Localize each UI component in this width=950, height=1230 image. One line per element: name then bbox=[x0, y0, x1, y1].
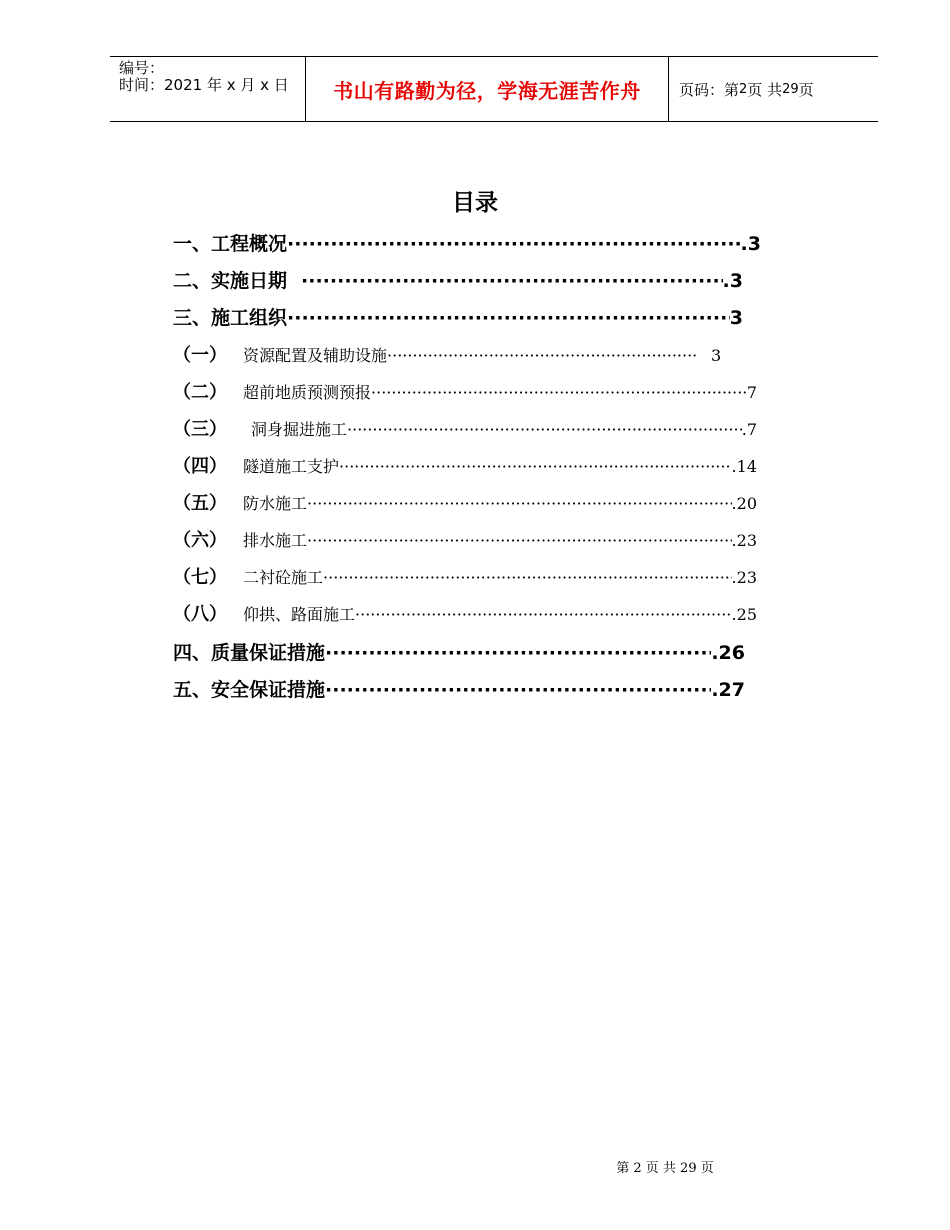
toc-leader-dots bbox=[325, 642, 711, 664]
toc-entry[interactable] bbox=[173, 266, 743, 293]
toc-entry-label: 洞身掘进施工 bbox=[251, 420, 348, 439]
toc-entry-number: （一） bbox=[173, 345, 227, 366]
toc-entry-number: （五） bbox=[173, 493, 227, 514]
toc-entry-label: 排水施工 bbox=[243, 531, 308, 550]
toc-entry-label: 安全保证措施 bbox=[211, 679, 326, 701]
toc-entry-page: .3 bbox=[722, 270, 743, 292]
header-page-info bbox=[669, 57, 878, 121]
toc-entry-label: 二衬砼施工 bbox=[243, 568, 324, 587]
toc-entry-number: 一、 bbox=[173, 233, 212, 255]
header-motto-cell bbox=[306, 57, 669, 121]
header-motto: 书山有路勤为径，学海无涯苦作舟 bbox=[333, 78, 641, 103]
toc-entry-label: 工程概况 bbox=[211, 233, 288, 255]
toc-entry-page: .23 bbox=[731, 531, 757, 550]
toc-entry-page: .14 bbox=[731, 457, 757, 476]
toc-leader-dots bbox=[371, 383, 747, 402]
toc-entry-number: 四、 bbox=[173, 642, 212, 664]
toc-entry[interactable] bbox=[173, 563, 757, 589]
toc-entry[interactable] bbox=[173, 229, 761, 256]
toc-entry-number: （四） bbox=[173, 456, 227, 477]
toc-entry[interactable] bbox=[173, 638, 745, 665]
page-info-total: 29 bbox=[782, 81, 799, 97]
toc-entry[interactable] bbox=[173, 452, 757, 478]
toc-entry-page: .23 bbox=[731, 568, 757, 587]
toc-entry[interactable] bbox=[173, 489, 757, 515]
toc-entry-number: （八） bbox=[173, 604, 227, 625]
toc-entry-label: 实施日期 bbox=[211, 270, 288, 292]
toc-entry-page: .25 bbox=[731, 605, 757, 624]
toc-entry-page: 7 bbox=[746, 383, 757, 402]
toc-entry-number: （二） bbox=[173, 382, 227, 403]
toc-entry-page: .7 bbox=[741, 420, 757, 439]
page-info-prefix: 页码：第 bbox=[679, 80, 740, 99]
page-header bbox=[110, 56, 878, 122]
toc-entry[interactable] bbox=[173, 415, 757, 441]
toc-leader-dots bbox=[325, 679, 711, 701]
toc-entry-number: （三） bbox=[173, 419, 227, 440]
toc-leader-dots bbox=[387, 346, 697, 365]
toc-entry-label: 资源配置及辅助设施 bbox=[243, 346, 388, 365]
toc-entry-number: 二、 bbox=[173, 270, 212, 292]
toc-entry[interactable] bbox=[173, 378, 757, 404]
toc-entry-label: 仰拱、路面施工 bbox=[243, 605, 356, 624]
toc-leader-dots bbox=[355, 605, 732, 624]
toc-entry-page: .3 bbox=[740, 233, 761, 255]
toc-title: 目录 bbox=[452, 190, 498, 216]
toc-leader-dots bbox=[323, 568, 732, 587]
toc-entry-number: （六） bbox=[173, 530, 227, 551]
toc-entry-page: .27 bbox=[711, 679, 745, 701]
page-info-mid: 页 共 bbox=[747, 80, 783, 99]
toc-leader-dots bbox=[347, 420, 742, 439]
toc-entry-number: 五、 bbox=[173, 679, 212, 701]
toc-entry-number: 三、 bbox=[173, 307, 212, 329]
toc-entry-page: .26 bbox=[711, 642, 745, 664]
toc-leader-dots bbox=[307, 494, 732, 513]
toc-entry-label: 防水施工 bbox=[243, 494, 308, 513]
toc-leader-dots bbox=[287, 233, 741, 255]
toc-entry[interactable] bbox=[173, 526, 757, 552]
toc-entry-label: 隧道施工支护 bbox=[243, 457, 340, 476]
toc-entry-page: 3 bbox=[711, 346, 722, 365]
toc-entry-page: .20 bbox=[731, 494, 757, 513]
toc-entry-label: 施工组织 bbox=[211, 307, 288, 329]
toc-leader-dots bbox=[307, 531, 732, 550]
toc-entry[interactable] bbox=[173, 341, 745, 367]
document-number-label: 编号： bbox=[119, 59, 165, 77]
toc-entry-label: 质量保证措施 bbox=[211, 642, 326, 664]
toc-entry-label: 超前地质预测预报 bbox=[243, 383, 372, 402]
toc-entry[interactable] bbox=[173, 600, 757, 626]
toc-entry[interactable] bbox=[173, 303, 743, 330]
toc-entry-number: （七） bbox=[173, 567, 227, 588]
header-meta bbox=[110, 57, 306, 121]
toc-leader-dots bbox=[339, 457, 732, 476]
page-footer: 第 2 页 共 29 页 bbox=[616, 1161, 714, 1176]
toc-leader-dots bbox=[301, 270, 723, 292]
document-time-label: 时间：2021 年 x 月 x 日 bbox=[119, 76, 289, 94]
toc-entry[interactable] bbox=[173, 675, 745, 702]
toc-entry-page: 3 bbox=[729, 307, 743, 329]
page-info-current: 2 bbox=[739, 81, 748, 97]
toc-leader-dots bbox=[287, 307, 730, 329]
page-info-suffix: 页 bbox=[798, 80, 814, 99]
